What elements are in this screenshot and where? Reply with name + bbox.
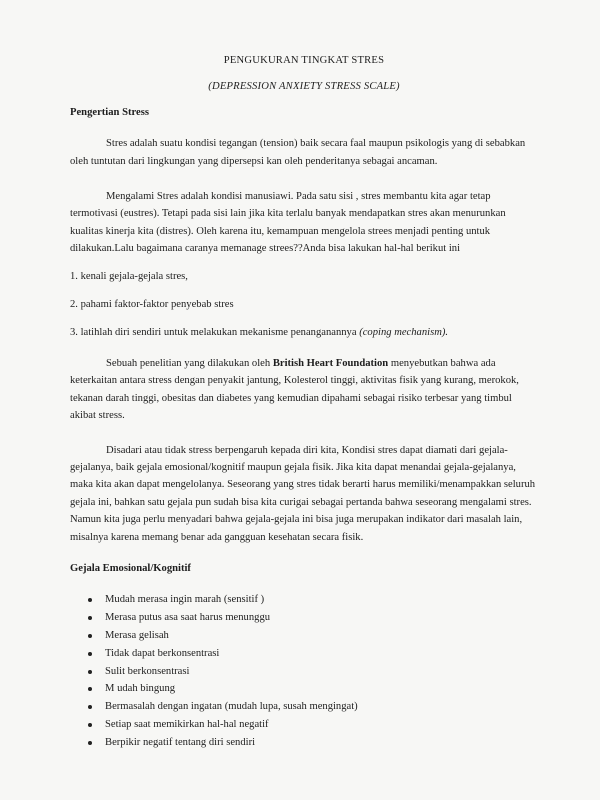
- british-heart-foundation: British Heart Foundation: [272, 357, 389, 369]
- bullet-icon: [88, 741, 92, 745]
- list-item: Setiap saat memikirkan hal-hal negatif: [88, 716, 538, 734]
- bullet-icon: [88, 670, 92, 674]
- list-item: Merasa putus asa saat harus menunggu: [88, 609, 538, 627]
- numbered-list: [70, 268, 538, 342]
- bullet-icon: [88, 723, 92, 727]
- bullet-icon: [88, 705, 92, 709]
- section-heading-pengertian: Pengertian Stress: [70, 106, 149, 118]
- list-item: Tidak dapat berkonsentrasi: [88, 645, 538, 663]
- list-item: M udah bingung: [88, 680, 538, 698]
- coping-mechanism-term: (coping mechanism).: [359, 327, 449, 339]
- list-item: 1. kenali gejala-gejala stres,: [70, 270, 188, 282]
- paragraph-symptoms: Disadari atau tidak stress berpengaruh kepada diri kita, Kondisi stres dapat diamati dari gejala-gejalanya, baik gejala emosional/kognitif maupun gejala fisik. Jika kita dapat menandai gejala-gejalanya, maka kita akan dapat mengelolanya. Seseorang yang stres tidak berarti harus memiliki/menampakkan seluruh gejala ini, bahkan satu gejala pun sudah bisa kita curigai sebagai pertanda bahwa seseorang mengalami stres. Namun kita juga perlu menyadari bahwa gejala-gejala ini bisa juga merupakan indikator dari masalah lain, misalnya karena memang benar ada gangguan kesehatan secara fisik.: [70, 444, 536, 543]
- list-item: Mudah merasa ingin marah (sensitif ): [88, 591, 538, 609]
- list-item: Berpikir negatif tentang diri sendiri: [88, 734, 538, 752]
- bullet-icon: [88, 598, 92, 602]
- document-title: PENGUKURAN TINGKAT STRES: [223, 55, 385, 66]
- section-heading-gejala: Gejala Emosional/Kognitif: [70, 562, 191, 574]
- bullet-icon: [88, 687, 92, 691]
- bullet-icon: [88, 616, 92, 620]
- paragraph-definition: Stres adalah suatu kondisi tegangan (tension) baik secara faal maupun psikologis yang di sebabkan oleh tuntutan dari lingkungan yang dipersepsi kan oleh penderitanya sebagai ancaman.: [70, 138, 526, 167]
- bullet-icon: [88, 634, 92, 638]
- list-item: 3. latihlah diri sendiri untuk melakukan mekanisme penanganannya (coping mechanism).: [70, 327, 449, 339]
- document-subtitle: (DEPRESSION ANXIETY STRESS SCALE): [208, 81, 400, 93]
- list-item: Merasa gelisah: [88, 627, 538, 645]
- list-item: Bermasalah dengan ingatan (mudah lupa, susah mengingat): [88, 698, 538, 716]
- paragraph-managing-stress: Mengalami Stres adalah kondisi manusiawi. Pada satu sisi , stres membantu kita agar tetap termotivasi (eustres). Tetapi pada sisi lain jika kita terlalu banyak mendapatkan stres akan menurunkan kualitas kinerja kita (distres). Oleh karena itu, kemampuan mengelola strees menjadi penting untuk dilakukan.Lalu bagaimana caranya memanage strees??Anda bisa lakukan hal-hal berikut ini: [70, 191, 506, 255]
- bullet-icon: [88, 652, 92, 656]
- list-item: 2. pahami faktor-faktor penyebab stres: [70, 299, 234, 311]
- list-item: Sulit berkonsentrasi: [88, 663, 538, 681]
- bullet-list: [70, 591, 538, 751]
- paragraph-research: Sebuah penelitian yang dilakukan oleh British Heart Foundation menyebutkan bahwa ada keterkaitan antara stress dengan penyakit jantung, Kolesterol tinggi, aktivitas fisik yang kurang, merokok, tekanan darah tinggi, obesitas dan diabetes yang kemudian dipahami sebagai risiko terbesar yang timbul akibat stress.: [70, 357, 519, 422]
